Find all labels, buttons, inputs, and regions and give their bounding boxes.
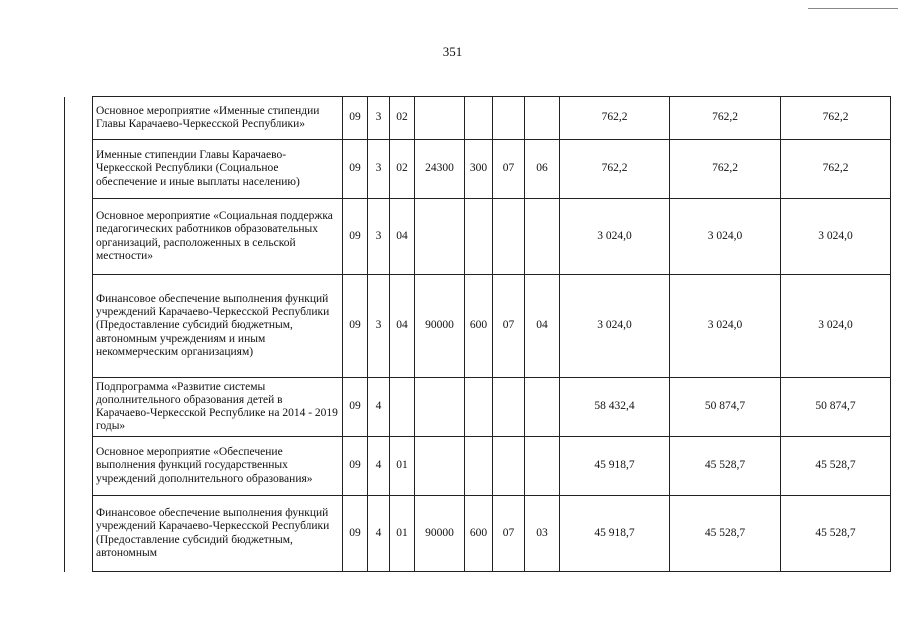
amount-cell: 45 528,7 [781,437,891,496]
amount-cell: 45 918,7 [560,437,670,496]
code-cell: 3 [368,140,390,199]
code-cell: 09 [343,275,368,378]
code-cell: 07 [493,496,525,572]
code-cell [465,378,493,437]
amount-cell: 762,2 [670,140,781,199]
left-margin-cell [65,378,93,437]
code-cell [525,437,560,496]
table-row [65,496,891,572]
code-cell [525,97,560,140]
table-row [65,199,891,275]
code-cell [390,378,415,437]
table-row [65,97,891,140]
code-cell [415,97,465,140]
code-cell: 02 [390,97,415,140]
code-cell: 02 [390,140,415,199]
code-cell: 04 [390,275,415,378]
code-cell: 09 [343,437,368,496]
row-name: Подпрограмма «Развитие системы дополнительного образования детей в Карачаево-Черкесской Республике на 2014 - 2019 годы» [93,378,343,437]
amount-cell: 3 024,0 [781,275,891,378]
code-cell [493,97,525,140]
code-cell: 90000 [415,496,465,572]
code-cell: 06 [525,140,560,199]
amount-cell: 45 528,7 [670,437,781,496]
left-margin-cell [65,97,93,140]
row-name: Основное мероприятие «Обеспечение выполнения функций государственных учреждений дополнительного образования» [93,437,343,496]
code-cell [493,437,525,496]
code-cell: 4 [368,437,390,496]
code-cell: 04 [390,199,415,275]
amount-cell: 3 024,0 [670,199,781,275]
code-cell [525,199,560,275]
code-cell: 07 [493,275,525,378]
code-cell: 4 [368,378,390,437]
amount-cell: 45 528,7 [670,496,781,572]
code-cell [415,378,465,437]
left-margin-cell [65,275,93,378]
amount-cell: 3 024,0 [781,199,891,275]
amount-cell: 762,2 [560,97,670,140]
left-margin-cell [65,496,93,572]
table-row [65,378,891,437]
code-cell [493,199,525,275]
code-cell: 09 [343,496,368,572]
amount-cell: 762,2 [560,140,670,199]
code-cell [465,437,493,496]
table-row [65,437,891,496]
row-name: Основное мероприятие «Именные стипендии Главы Карачаево-Черкесской Республики» [93,97,343,140]
amount-cell: 3 024,0 [670,275,781,378]
amount-cell: 3 024,0 [560,275,670,378]
code-cell: 3 [368,275,390,378]
amount-cell: 58 432,4 [560,378,670,437]
amount-cell: 762,2 [781,140,891,199]
code-cell: 03 [525,496,560,572]
code-cell: 300 [465,140,493,199]
left-margin-cell [65,199,93,275]
code-cell [493,378,525,437]
amount-cell: 45 918,7 [560,496,670,572]
code-cell: 09 [343,140,368,199]
amount-cell: 762,2 [781,97,891,140]
code-cell: 09 [343,199,368,275]
row-name: Именные стипендии Главы Карачаево-Черкесской Республики (Социальное обеспечение и иные выплаты населению) [93,140,343,199]
code-cell [525,378,560,437]
table-row [65,275,891,378]
left-margin-cell [65,140,93,199]
code-cell: 24300 [415,140,465,199]
code-cell [465,97,493,140]
row-name: Финансовое обеспечение выполнения функций учреждений Карачаево-Черкесской Республики (Предоставление субсидий бюджетным, автономным учреждениям и иным некоммерческим организациям) [93,275,343,378]
scan-edge-line [808,8,898,9]
code-cell: 01 [390,496,415,572]
code-cell: 90000 [415,275,465,378]
left-margin-cell [65,437,93,496]
row-name: Финансовое обеспечение выполнения функций учреждений Карачаево-Черкесской Республики (Предоставление субсидий бюджетным, автономным [93,496,343,572]
code-cell: 07 [493,140,525,199]
page-number: 351 [442,44,463,59]
amount-cell: 50 874,7 [781,378,891,437]
amount-cell: 762,2 [670,97,781,140]
code-cell [415,199,465,275]
code-cell: 3 [368,97,390,140]
code-cell [415,437,465,496]
code-cell: 01 [390,437,415,496]
amount-cell: 3 024,0 [560,199,670,275]
code-cell: 09 [343,378,368,437]
code-cell: 3 [368,199,390,275]
table-row [65,140,891,199]
amount-cell: 45 528,7 [781,496,891,572]
code-cell: 4 [368,496,390,572]
code-cell: 09 [343,97,368,140]
budget-table [64,96,891,572]
code-cell: 600 [465,275,493,378]
code-cell: 04 [525,275,560,378]
code-cell: 600 [465,496,493,572]
code-cell [465,199,493,275]
row-name: Основное мероприятие «Социальная поддержка педагогических работников образовательных организаций, расположенных в сельской местности» [93,199,343,275]
amount-cell: 50 874,7 [670,378,781,437]
